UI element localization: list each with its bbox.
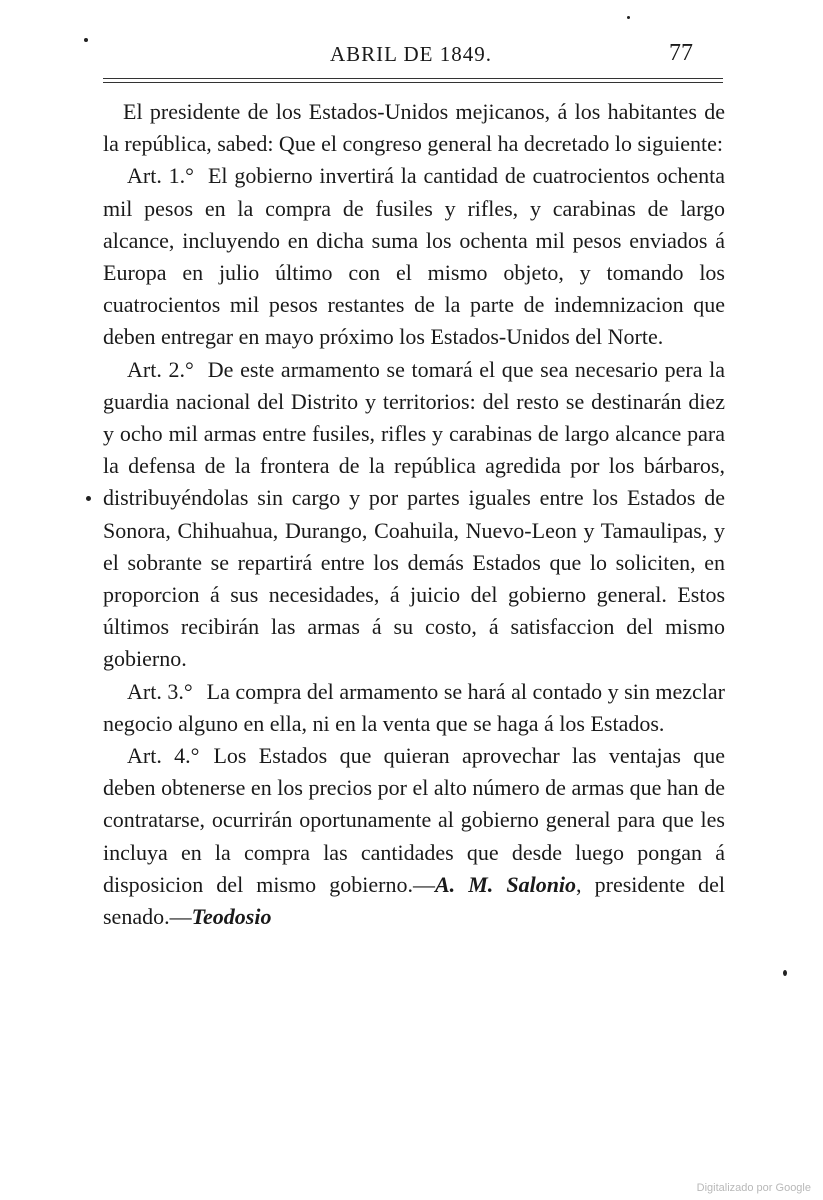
digitization-watermark: Digitalizado por Google [696, 1182, 811, 1194]
header-rule-top [103, 78, 723, 79]
page-header [103, 30, 723, 78]
article-label: Art. 2.° [127, 356, 194, 382]
article-label: Art. 4.° [127, 743, 200, 769]
article-text: El gobierno invertirá la cantidad de cuatrocientos ochenta mil pesos en la compra de fusiles y rifles, y carabinas de largo alcance, incluyendo en dicha suma los ochenta mil pesos enviados á Europa en julio último con el mismo objeto, y tomando los cuatrocientos mil pesos restantes de la parte de indemnizacion que deben entregar en mayo próximo los Estados-Unidos del Norte. [103, 163, 725, 350]
article-text: De este armamento se tomará el que sea necesario pera la guardia nacional del Distrito y territorios: del resto se destinarán diez y ocho mil armas entre fusiles, rifles y carabinas de largo alcance para la defensa de la frontera de la república agredida por los bárbaros, distribuyéndolas sin cargo y por partes iguales entre los Estados de Sonora, Chihuahua, Durango, Coahuila, Nuevo-Leon y Tamaulipas, y el sobrante se repartirá entre los demás Estados que lo soliciten, en proporcion á sus necesidades, á juicio del gobierno general. Estos últimos recibirán las armas á su costo, á satisfaccion del mismo gobierno. [103, 356, 726, 672]
page-number: 77 [669, 40, 693, 66]
ink-speck [627, 16, 630, 19]
article-label: Art. 1.° [127, 163, 194, 189]
article-text: La compra del armamento se hará al contado y sin mezclar negocio alguno en ella, ni en la venta que se haga á los Estados. [103, 678, 726, 736]
article-4 [103, 740, 725, 933]
ink-speck [86, 496, 91, 501]
header-rule-bottom [103, 82, 723, 83]
running-head: ABRIL DE 1849. [330, 42, 492, 66]
page-body [103, 96, 725, 933]
ink-speck [84, 38, 88, 42]
article-1 [103, 160, 725, 353]
signatory-role: , presidente del senado.— [103, 871, 725, 930]
article-label: Art. 3.° [127, 678, 193, 704]
intro-paragraph: El presidente de los Estados-Unidos mejicanos, á los habitantes de la república, sabed: Que el congreso general ha decretado lo siguiente: [103, 99, 725, 157]
next-signatory-name: Teodosio [191, 904, 272, 930]
ink-speck [783, 970, 787, 976]
article-text: Los Estados que quieran aprovechar las ventajas que deben obtenerse en los precios por el alto número de armas que han de contratarse, ocurrirán oportunamente al gobierno general para que les incluya en la compra las cantidades que desde luego pongan á disposicion del mismo gobierno.— [103, 743, 725, 897]
signatory-name: A. M. Salonio [434, 871, 577, 897]
article-3 [103, 676, 725, 740]
article-2 [103, 354, 725, 676]
